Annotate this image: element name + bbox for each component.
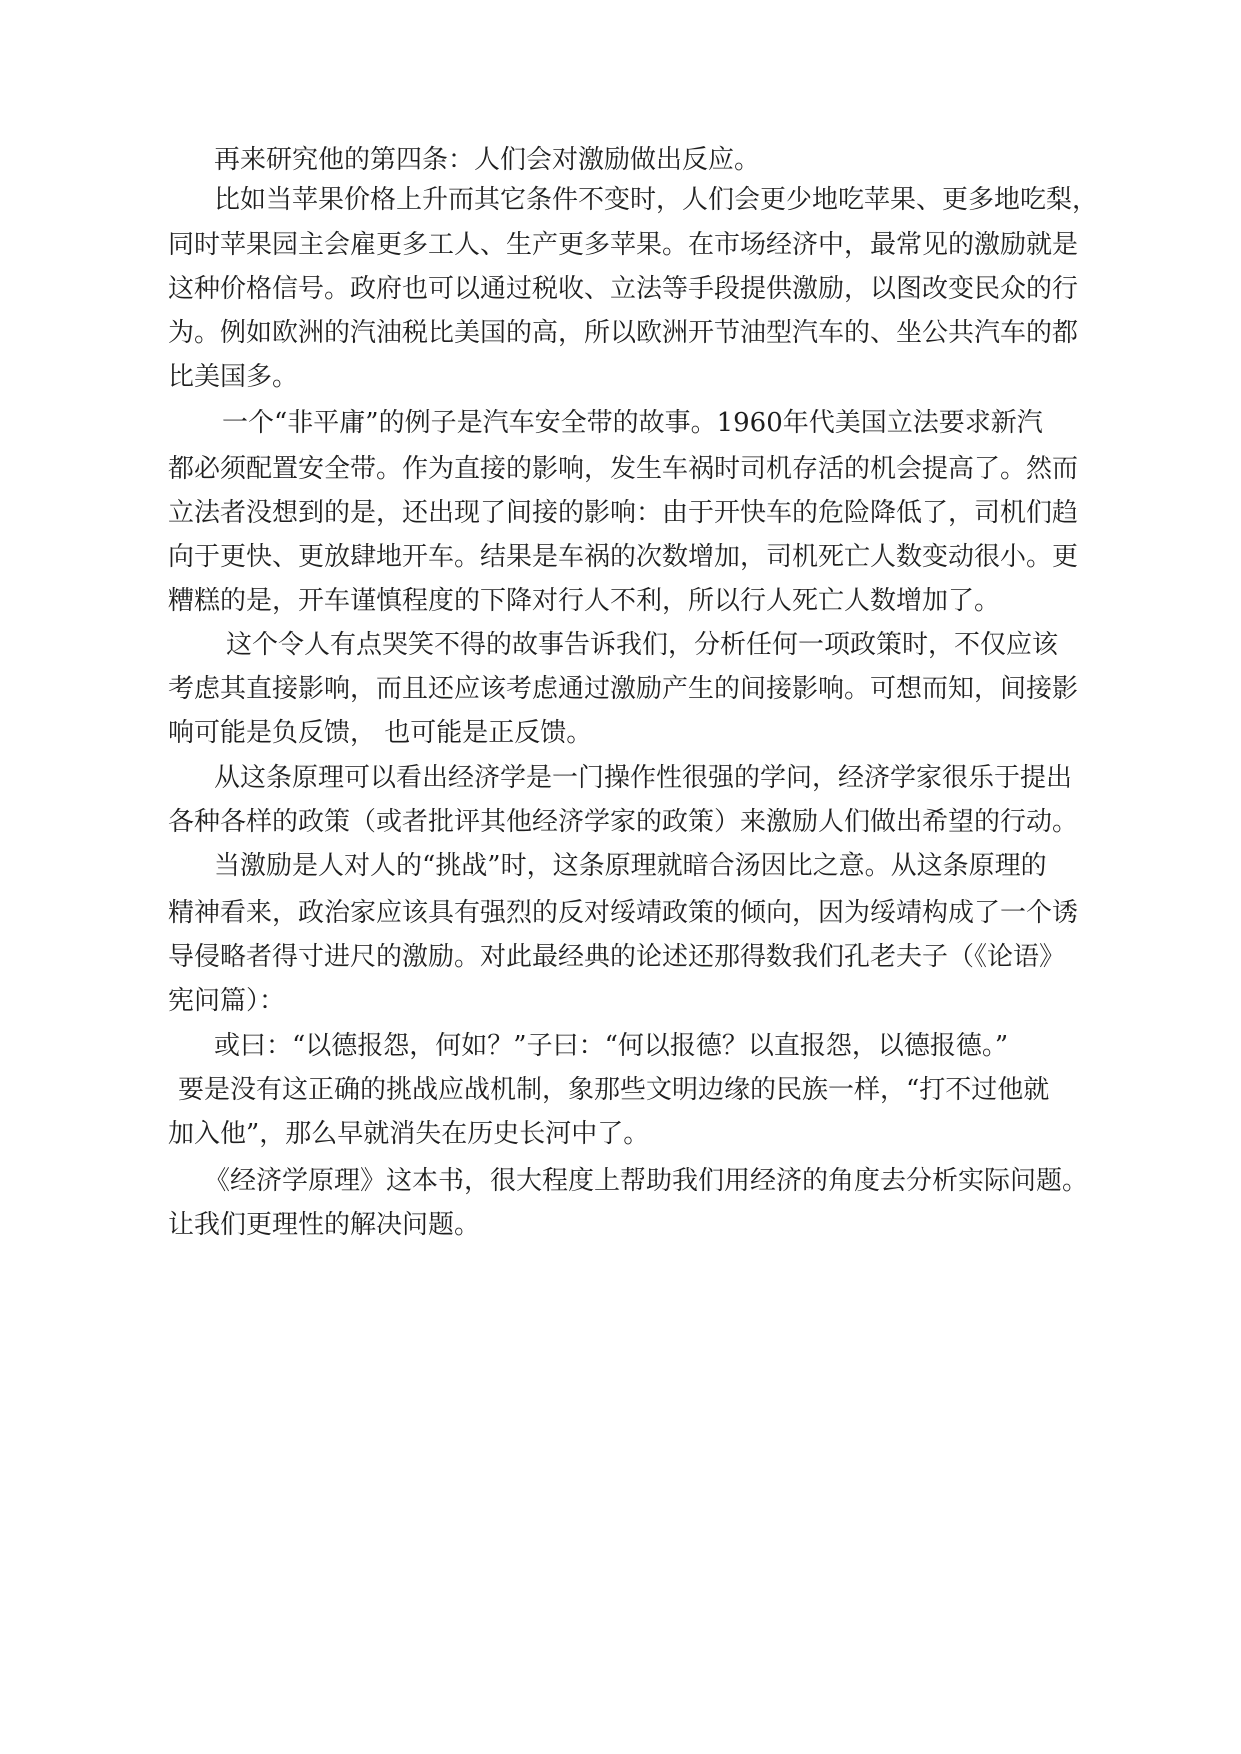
paragraph-5-line-2: 各种各样的政策（或者批评其他经济学家的政策）来激励人们做出希望的行动。 [168, 807, 1079, 837]
paragraph-3-line-4: 向于更快、更放肆地开车。结果是车祸的次数增加，司机死亡人数变动很小。更 [168, 542, 1079, 572]
paragraph-3-line-2: 都必须配置安全带。作为直接的影响，发生车祸时司机存活的机会提高了。然而 [168, 454, 1079, 484]
paragraph-6-line-4: 宪问篇）： [168, 986, 286, 1016]
paragraph-6-line-1: 当激励是人对人的“挑战”时，这条原理就暗合汤因比之意。从这条原理的 [214, 851, 1047, 881]
paragraph-9-line-1: 《经济学原理》这本书，很大程度上帮助我们用经济的角度去分析实际问题。 [204, 1166, 1089, 1196]
paragraph-4-line-1: 这个令人有点哭笑不得的故事告诉我们，分析任何一项政策时，不仅应该 [226, 630, 1059, 660]
paragraph-3-line-5: 糟糕的是，开车谨慎程度的下降对行人不利，所以行人死亡人数增加了。 [168, 586, 1001, 616]
paragraph-4-line-2: 考虑其直接影响，而且还应该考虑通过激励产生的间接影响。可想而知，间接影 [168, 674, 1079, 704]
paragraph-2-line-4: 为。例如欧洲的汽油税比美国的高，所以欧洲开节油型汽车的、坐公共汽车的都 [168, 318, 1079, 348]
paragraph-2-line-1: 比如当苹果价格上升而其它条件不变时，人们会更少地吃苹果、更多地吃梨， [214, 185, 1099, 215]
paragraph-8-line-1: 要是没有这正确的挑战应战机制，象那些文明边缘的民族一样，“打不过他就 [178, 1075, 1050, 1105]
paragraph-6-line-3: 导侵略者得寸进尺的激励。对此最经典的论述还那得数我们孔老夫子（《论语》 [168, 942, 1066, 972]
paragraph-2-line-3: 这种价格信号。政府也可以通过税收、立法等手段提供激励，以图改变民众的行 [168, 274, 1079, 304]
paragraph-2-line-2: 同时苹果园主会雇更多工人、生产更多苹果。在市场经济中，最常见的激励就是 [168, 230, 1079, 260]
paragraph-8-line-2: 加入他”，那么早就消失在历史长河中了。 [168, 1119, 650, 1149]
paragraph-5-line-1: 从这条原理可以看出经济学是一门操作性很强的学问，经济学家很乐于提出 [214, 763, 1073, 793]
paragraph-2-line-5: 比美国多。 [168, 362, 299, 392]
paragraph-9-line-2: 让我们更理性的解决问题。 [168, 1210, 481, 1240]
paragraph-3-line-3: 立法者没想到的是，还出现了间接的影响：由于开快车的危险降低了，司机们趋 [168, 498, 1079, 528]
paragraph-6-line-2: 精神看来，政治家应该具有强烈的反对绥靖政策的倾向，因为绥靖构成了一个诱 [168, 898, 1079, 928]
paragraph-4-line-3: 响可能是负反馈， 也可能是正反馈。 [168, 718, 593, 748]
paragraph-1-line-1: 再来研究他的第四条：人们会对激励做出反应。 [214, 145, 761, 175]
paragraph-3-line-1: 一个“非平庸”的例子是汽车安全带的故事。1960年代美国立法要求新汽 [222, 408, 1043, 438]
paragraph-7-line-1: 或曰：“以德报怨，何如？”子曰：“何以报德？以直报怨，以德报德。” [214, 1031, 1009, 1061]
